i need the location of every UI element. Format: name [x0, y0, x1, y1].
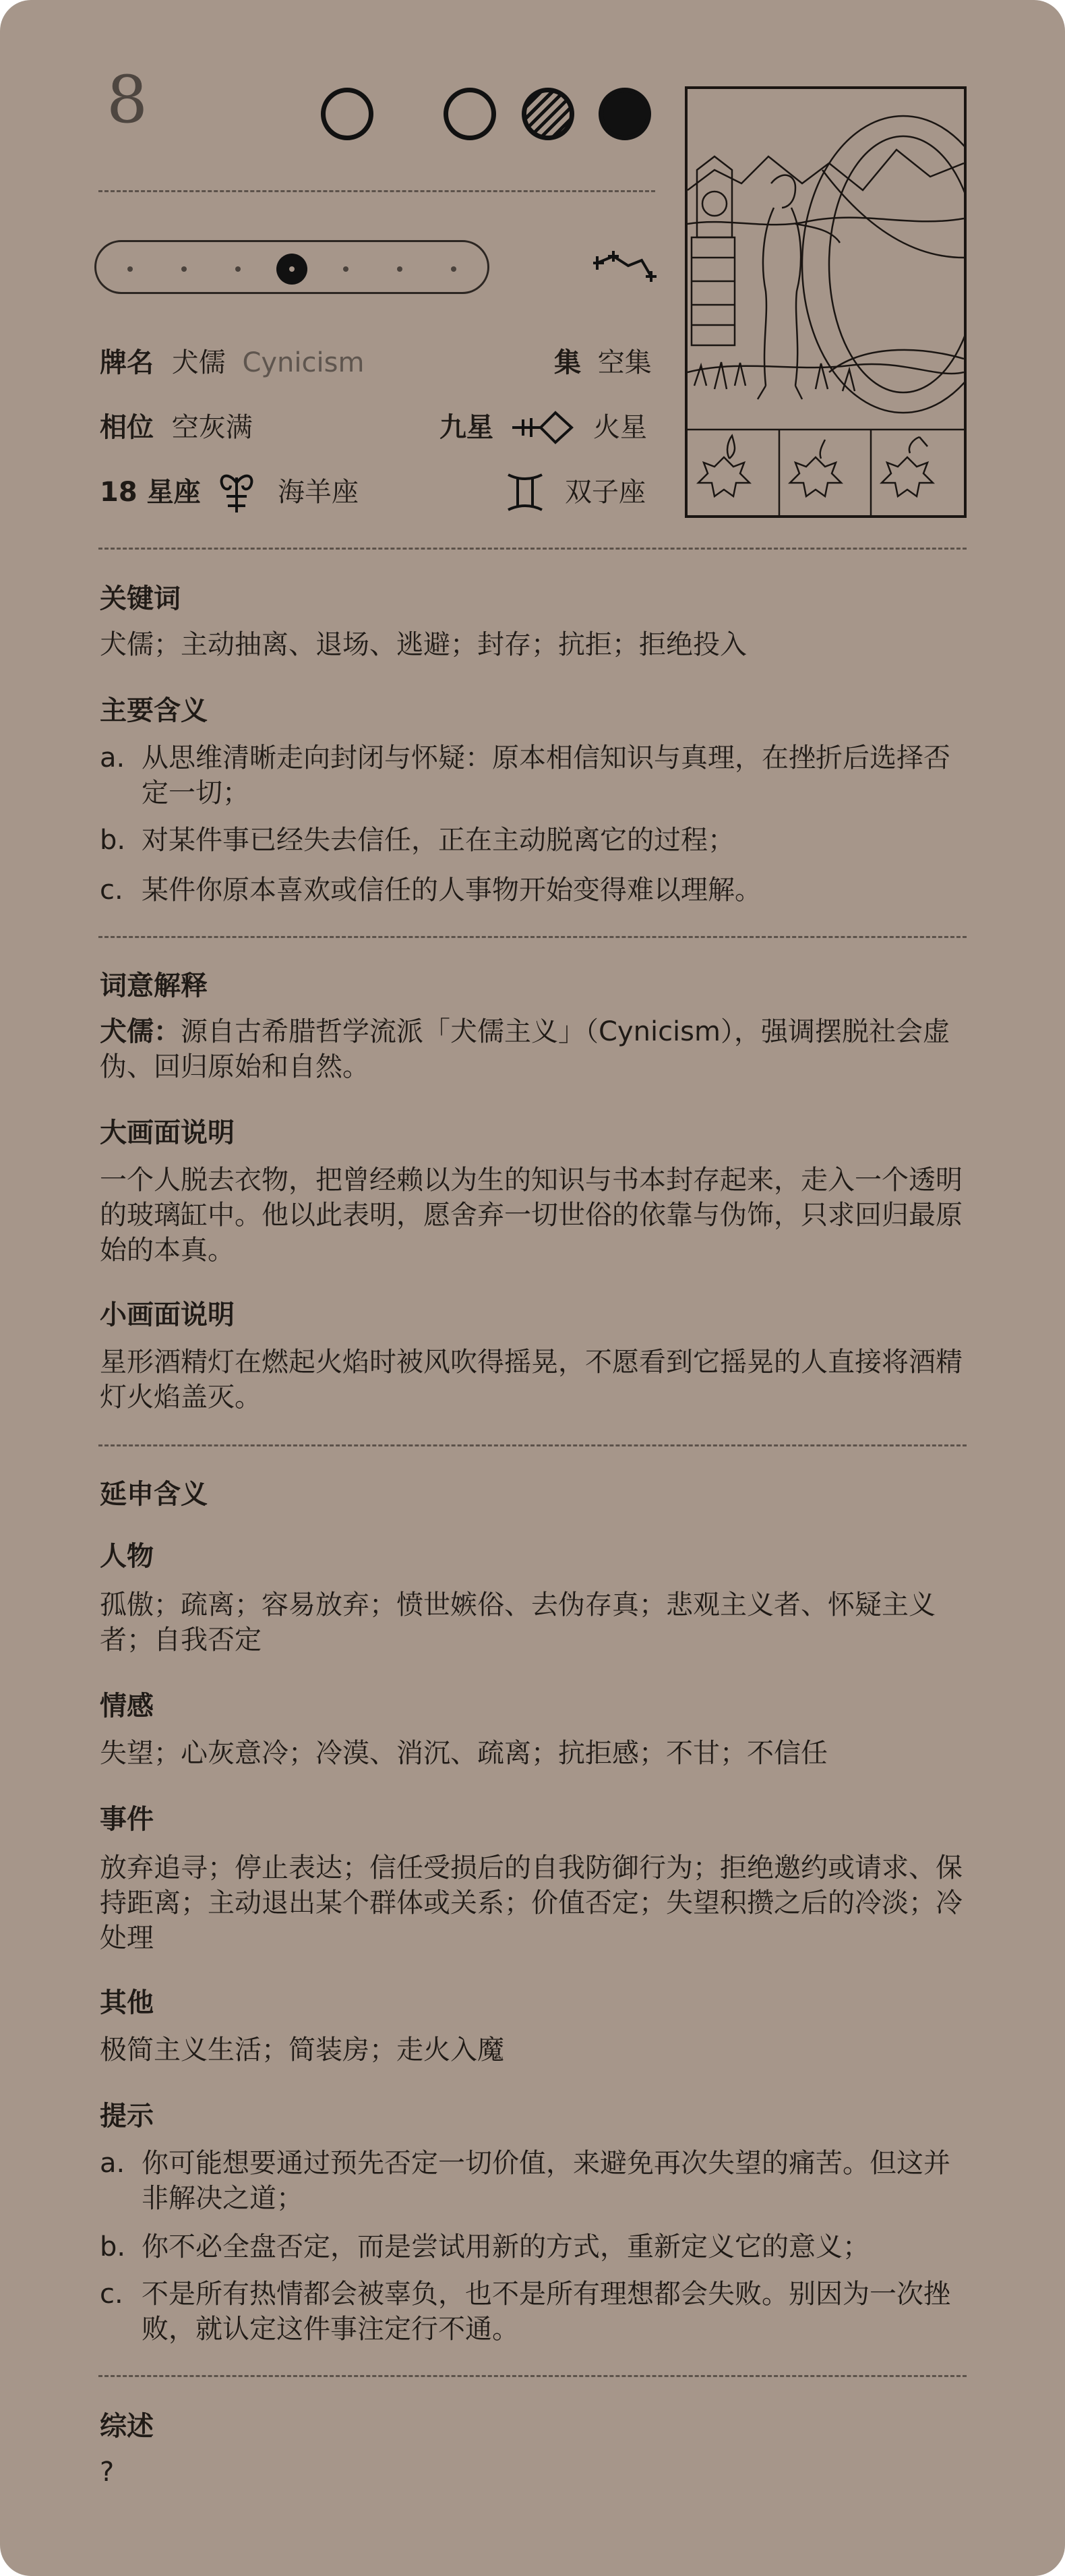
- zodiac2-value: 双子座: [565, 477, 646, 508]
- zodiac-label: 18 星座: [100, 477, 201, 508]
- emotion-heading: 情感: [100, 1691, 154, 1722]
- card-name-row: [100, 344, 364, 382]
- empty-circle-icon: [321, 88, 373, 140]
- small-picture-text: 星形酒精灯在燃起火焰时被风吹得摇晃，不愿看到它摇晃的人直接将酒精灯火焰盖灭。: [100, 1347, 963, 1413]
- big-picture-heading: 大画面说明: [100, 1117, 235, 1148]
- divider: [98, 190, 655, 192]
- set-row: [554, 344, 652, 382]
- keywords-heading: 关键词: [100, 583, 181, 614]
- name-en: Cynicism: [242, 347, 365, 378]
- set-value: 空集: [597, 347, 652, 378]
- big-picture-text: 一个人脱去衣物，把曾经赖以为生的知识与书本封存起来，走入一个透明的玻璃缸中。他以此表明，愿舍弃一切世俗的依靠与伪饰，只求回归最原始的本真。: [100, 1165, 963, 1266]
- set-label: 集: [554, 347, 581, 378]
- keywords-text: 犬儒；主动抽离、退场、逃避；封存；抗拒；拒绝投入: [100, 629, 747, 660]
- gemini-icon: [504, 468, 546, 517]
- list-marker: c.: [100, 2279, 123, 2310]
- slider-dot: [343, 266, 348, 272]
- main-meaning-item-a: [100, 740, 976, 811]
- term-definition: 源自古希腊哲学流派「犬儒主义」（Cynicism），强调摆脱社会虚伪、回归原始和自然。: [100, 1016, 950, 1082]
- word-meaning-text: [100, 1014, 976, 1084]
- constellation-icon: [593, 247, 657, 286]
- phase-row: [100, 409, 253, 446]
- slider-dot: [451, 266, 456, 272]
- slider-dot: [181, 266, 187, 272]
- event-heading: 事件: [100, 1804, 154, 1835]
- mars-diamond-icon: [510, 403, 582, 452]
- hints-heading: 提示: [100, 2101, 154, 2132]
- list-marker: a.: [100, 2148, 125, 2179]
- aries-like-icon: [214, 468, 259, 517]
- nine-value: 火星: [593, 412, 647, 443]
- summary-text: ?: [100, 2457, 115, 2488]
- empty-circle-icon: [444, 88, 496, 140]
- emotion-text: 失望；心灰意冷；冷漠、消沉、疏离；抗拒感；不甘；不信任: [100, 1738, 828, 1769]
- people-heading: 人物: [100, 1541, 154, 1572]
- name-cn: 犬儒: [171, 347, 226, 378]
- slider-dot: [397, 266, 402, 272]
- main-meaning-heading: 主要含义: [100, 695, 208, 726]
- list-marker: b.: [100, 825, 126, 856]
- list-text: 你可能想要通过预先否定一切价值，来避免再次失望的痛苦。但这并非解决之道；: [142, 2148, 950, 2214]
- list-text: 某件你原本喜欢或信任的人事物开始变得难以理解。: [142, 875, 762, 906]
- word-meaning-heading: 词意解释: [100, 970, 208, 1001]
- slider-knob[interactable]: [276, 254, 307, 285]
- main-meaning-item-b: [100, 823, 976, 858]
- hint-item-b: [100, 2229, 976, 2264]
- extended-heading: 延申含义: [100, 1479, 208, 1510]
- divider: [98, 936, 967, 938]
- main-meaning-item-c: [100, 873, 976, 908]
- divider: [98, 548, 967, 550]
- nine-label: 九星: [439, 412, 493, 443]
- event-text: 放弃追寻；停止表达；信任受损后的自我防御行为；拒绝邀约或请求、保持距离；主动退出某个群体或关系；价值否定；失望积攒之后的冷淡；冷处理: [100, 1852, 963, 1954]
- slider-dot: [235, 266, 241, 272]
- phase-value: 空灰满: [171, 412, 253, 443]
- hatched-circle-icon: [522, 88, 574, 140]
- list-text: 你不必全盘否定，而是尝试用新的方式，重新定义它的意义；: [142, 2231, 870, 2262]
- divider: [98, 2375, 967, 2377]
- list-text: 不是所有热情都会被辜负，也不是所有理想都会失败。别因为一次挫败，就认定这件事注定行不通。: [142, 2279, 950, 2345]
- hint-item-a: [100, 2146, 976, 2216]
- phase-label: 相位: [100, 412, 154, 443]
- other-text: 极简主义生活；简装房；走火入魔: [100, 2035, 504, 2066]
- other-heading: 其他: [100, 1987, 154, 2018]
- divider: [98, 1444, 967, 1446]
- slider-dot: [127, 266, 133, 272]
- small-picture-heading: 小画面说明: [100, 1299, 235, 1330]
- list-marker: b.: [100, 2231, 126, 2262]
- card-artwork: [685, 86, 967, 518]
- list-marker: a.: [100, 742, 125, 773]
- phase-slider[interactable]: [94, 240, 489, 294]
- people-text: 孤傲；疏离；容易放弃；愤世嫉俗、去伪存真；悲观主义者、怀疑主义者；自我否定: [100, 1589, 936, 1656]
- summary-heading: 综述: [100, 2411, 154, 2442]
- term: 犬儒：: [100, 1016, 181, 1047]
- zodiac-value: 海羊座: [278, 477, 359, 508]
- filled-circle-icon: [599, 88, 651, 140]
- card-illustration: [688, 89, 964, 515]
- card-number: 8: [106, 62, 148, 138]
- list-marker: c.: [100, 875, 123, 906]
- name-label: 牌名: [100, 347, 154, 378]
- list-text: 从思维清晰走向封闭与怀疑：原本相信知识与真理，在挫折后选择否定一切；: [142, 742, 950, 809]
- hint-item-c: [100, 2277, 976, 2347]
- list-text: 对某件事已经失去信任，正在主动脱离它的过程；: [142, 825, 735, 856]
